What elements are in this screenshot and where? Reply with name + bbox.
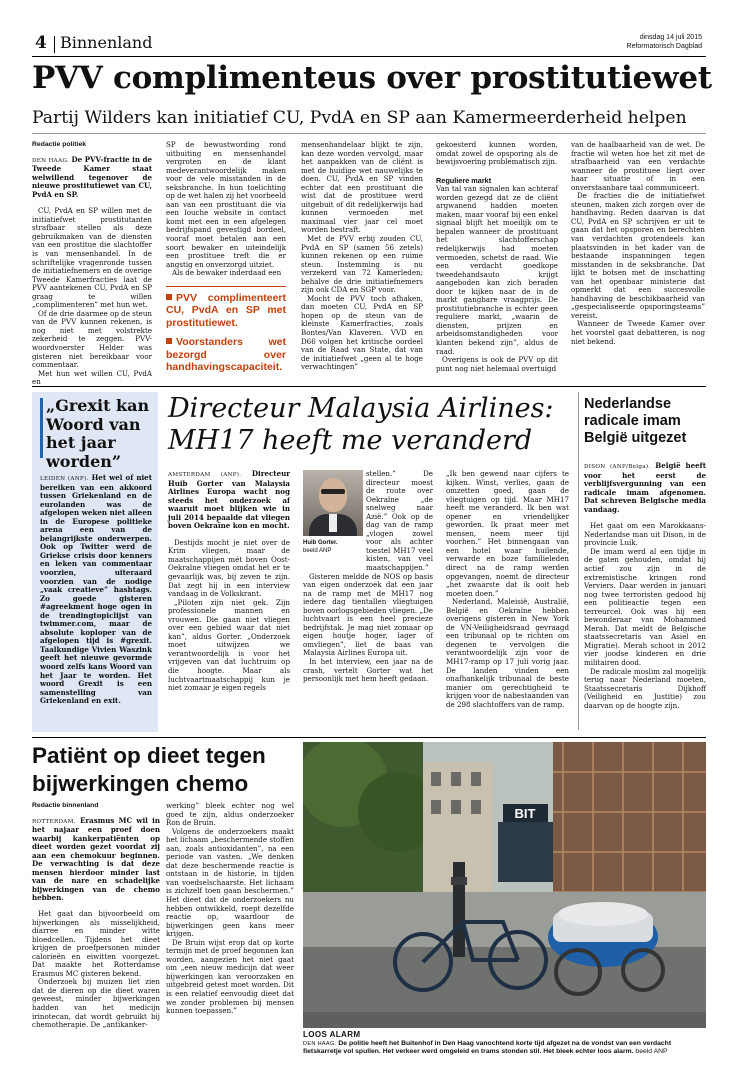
prostitutiewet-col-1 <box>32 141 152 387</box>
byline: Redactie binnenland <box>32 802 99 809</box>
body-paragraph: gekoesterd kunnen worden, omdat zowel de opsporing als de bewijsvoering problematisch zijn. <box>436 140 558 167</box>
malaysia-col-2 <box>303 470 433 684</box>
chemo-headline-2: bijwerkingen chemo <box>32 771 249 796</box>
malaysia-headline-2: MH17 heeft me veranderd <box>168 425 533 456</box>
section-rule-1 <box>32 386 706 387</box>
body-paragraph: De radicale moslim zal mogelijk terug naar Nederland moeten, Staatssecretaris Dijkhoff (Veiligheid en Justitie) zou daarvan op de hoogte zijn. <box>584 666 706 710</box>
street-scene-illustration <box>303 742 706 1028</box>
prostitutiewet-col-4 <box>436 141 558 373</box>
pull-quote-2: Voorstanders wet bezorgd over handhavingscapaciteit. <box>166 336 286 374</box>
body-paragraph: stellen.” De directeur moest de route over Oekraïne „de snelweg naar Azië.” Ook op de dag van de ramp „vlogen zowel voor als achter toestel MH17 veel kisten, van veel maatschappijen.” <box>366 469 433 573</box>
chemo-headline-1: Patiënt op dieet tegen <box>32 743 266 768</box>
subhead-prostitutiewet: Partij Wilders kan initiatief CU, PvdA en SP aan Kamermeerderheid helpen <box>32 108 687 128</box>
prostitutiewet-col-3 <box>301 141 423 372</box>
body-paragraph: „Piloten zijn niet gek. Zijn professionele mannen en vrouwen. Die gaan niet vliegen over een gebied waar dat niet kan”, aldus Gorter. „Onderzoek moet uitwijzen we verantwoordelijk is voor het vrijgeven van dat luchtruim op die hoogte. Maar als luchtvaartmaatschappij kun je niet zomaar je eigen regels <box>168 597 290 693</box>
issue-date: dinsdag 14 juli 2015 <box>639 34 702 41</box>
body-paragraph: Destijds mocht je niet over de Krim vliegen, maar de maatschappijen mét boven Oost-Oekraïne vliegen omdat het er te gevaarlijk was, bij zeven te zijn. Dat zegt hij in een interview vandaag in de Volkskrant. <box>168 537 290 599</box>
headline-prostitutiewet: PVV complimenteus over prostitutiewet <box>32 60 712 96</box>
imam-lead: DISON (ANP/Belga). België heeft voor het eerst de verblijfsvergunning van een radicale imam afgenomen. Dat schreven Belgische media vandaag. <box>584 461 706 514</box>
photo-caption-name: Huib Gorter. <box>303 540 338 546</box>
grexit-headline: „Grexit kan Woord van het jaar worden” <box>46 396 150 471</box>
header-divider <box>54 36 55 53</box>
imam-headline: Nederlandse radicale imam België uitgezet <box>584 396 687 446</box>
malaysia-col-1 <box>168 470 290 693</box>
body-paragraph: Als de bewaker inderdaad een <box>172 268 282 278</box>
newspaper-name: Reformatorisch Dagblad <box>626 43 702 50</box>
chemo-lead: ROTTERDAM. Erasmus MC wil in het najaar een proef doen waarbij kankerpatiënten op dieet worden gezet voordat zij aan een chemokuur beginnen. De verwachting is dat deze mensen hierdoor minder last van de nare en schadelijke bijwerkingen van de chemo hebben. <box>32 815 160 903</box>
photo-caption-credit: beeld ANP <box>303 548 332 554</box>
section-name: Binnenland <box>60 33 153 52</box>
page-number: 4 <box>35 33 47 53</box>
body-paragraph: Het gaat om een Marokkaans-Nederlandse man uit Dison, in de provincie Luik. <box>584 521 706 548</box>
bit-sign-text: BIT <box>514 806 536 821</box>
body-paragraph: Of de drie daarmee op de steun van de PVV kunnen rekenen, is nog niet met volstrekte zekerheid te zeggen. PVV-woordvoerster Helder was gisteren niet bereikbaar voor commentaar. <box>32 308 152 370</box>
malaysia-lead: AMSTERDAM (ANP). Directeur Huib Gorter van Malaysia Airlines Europa wacht nog steeds het onderzoek af waaruit moet blijken wie in juli 2014 bepaalde dat vliegen boven Oekraïne kon en mocht. <box>168 469 290 531</box>
prostitutiewet-col-5 <box>571 141 705 346</box>
grexit-lead: LEIDEN (ANP). Het wel of niet bereiken van een akkoord tussen Griekenland en de eurolanden was de afgelopen weken niet alleen in de Europese politieke arena een van de belangrijkste onderwerpen. Ook op Twitter werd de Griekse crisis door kenners en leken van commentaar voorzien, uiteraard voorzien van de nodige „vaak creatieve” hashtags. Zo goede gisteren #agreekment hoge ogen in de trendingtopiclijst van twimmer.com, maar de absolute koploper van de afgelopen tijd is #grexit. Taalkundige Vivien Waszink geeft het nieuwe gevormde woord zelfs kans Woord van het Jaar te worden. Het woord Grexit is een samenstelling van Griekenland en exit. <box>40 473 152 706</box>
body-paragraph: Wanneer de Tweede Kamer over het voorstel gaat debatteren, is nog niet bekend. <box>571 319 705 346</box>
malaysia-headline-1: Directeur Malaysia Airlines: <box>168 393 554 424</box>
loos-alarm-title: LOOS ALARM <box>303 1030 361 1039</box>
body-paragraph: „Ik ben gewend naar cijfers te kijken. Winst, verlies, gaan de omzetten goed, gaan de vliegtuigen op tijd. Maar MH17 heeft me veranderd. Ik ben wat opener en vriendelijker geworden. Ik praat meer met mensen, neem meer tijd voorhen.” Het binnengaan van een hotel waar huilende, verwarde en boze familieleden direct na de ramp werden opgevangen, noemt de directeur „het zwaarste dat ik ooit heb moeten doen.” <box>446 469 569 598</box>
body-paragraph: mensenhandelaar blijkt te zijn, kan deze worden vervolgd, maar het aanpakken van de cliënt is met de huidige wet nauwelijks te doen. CU, PvdA en SP vinden echter dat een prostituant die wist dat de prostituee werd uitgebuit of dit redelijkerwijs had kunnen vermoeden met maximaal vier jaar cel moet worden bestraft. <box>301 140 423 235</box>
body-paragraph: CU, PvdA en SP willen met de initiatiefwet prostitutanten strafbaar stellen als deze gebruikmaken van de diensten van een prostitue die slachtoffer is van mensenhandel. In de schriftelijke vragenronde tussen de initiatiefnemers en de overige Tweede Kamerfracties laat de PVV aantekenen CU, PvdA en SP graag te willen „complimenteren” met hun wet. <box>32 206 152 310</box>
lead-paragraph: DEN HAAG. De PVV-fractie in de Tweede Kamer staat welwillend tegenover de nieuwe prostitutiewet van CU, PvdA en SP. <box>32 154 152 199</box>
body-paragraph: Mocht de PVV toch afhaken, dan moeten CU, PvdA en SP hopen op de steun van de kleinste Kamerfracties, zoals Bontes/Van Klaveren. VVD en D66 volgen het kritische oordeel van de Raad van State, dat van de initiatiefwet „geen al te hoge verwachtingen” <box>301 293 423 372</box>
malaysia-col-3 <box>446 470 569 709</box>
body-paragraph: Van tal van signalen kan achteraf worden gezegd dat ze de cliënt argwanend hadden moeten maken, maar vooraf bij een enkel signaal blijft het moeilijk om te bepalen wanneer de prostituant het slachtofferschap redelijkerwijs had moeten vermoeden, schetst de raad. Wie een verdacht goedkope tweedehandsauto krijgt aangeboden kan zich beraden door te kijken naar de in de markt gangbare vraagprijs. De prostitutiebranche is echter geen reguliere markt, „waarin de diensten, prijzen en arbeidsomstandigheden voor klanten bekend zijn”, aldus de raad. <box>436 184 558 356</box>
loos-alarm-photo <box>303 742 706 1028</box>
loos-alarm-caption: DEN HAAG. De politie heeft het Buitenhof in Den Haag vanochtend korte tijd afgezet na de vondst van een verdacht fietskarretje vol spullen. Het verkeer werd omgeleid en trams stonden stil. Het bleek echter loos alarm. beeld ANP <box>303 1040 672 1056</box>
quote-rule <box>166 286 286 287</box>
body-paragraph: De fracties die de initiatiefwet steunen, maken zich zorgen over de handhaving. Reden daarvan is dat CU, PvdA en SP schrijven er uit te gaan dat het opsporen en berechten van verdachten grotendeels kan plaatsvinden in het kader van de bestaande inspanningen tegen misstanden in de seksbranche. Dat lijkt te botsen met de inschatting van het openbaar ministerie dat opmerkt dat een succesvolle handhaving de beschikbaarheid van „gespecialiseerde opsporingsteams” vereist. <box>571 191 705 320</box>
grexit-body <box>40 474 152 706</box>
body-paragraph: Het gaat dan bijvoorbeeld om bijwerkingen als misselijkheid, diarree en minder witte bloedcellen. Tijdens het dieet krijgen de proefpersonen minder calorieën en eiwitten voorgezet. Dat maakte het Rotterdamse Erasmus MC gisteren bekend. <box>32 909 160 978</box>
chemo-col-1 <box>32 802 160 1030</box>
body-paragraph: Volgens de onderzoekers maakt het lichaam „beschermende stoffen aan, zoals antioxidanten”, na een periode van vasten. „We denken dat deze beschermende reactie is ontstaan in de historie, in tijden van voedselschaarste. Het lichaam is zichzelf toen gaan beschermen.” Het dieet dat de onderzoekers nu hebben ontwikkeld, roept dezelfde reactie op, waardoor de bijwerkingen geen kans meer krijgen. <box>166 826 294 939</box>
chemo-col-2 <box>166 802 294 1016</box>
body-paragraph: De Bruin wijst erop dat op korte termijn met de proef begonnen kan worden, aangezien het niet gaat om „een nieuw medicijn dat weer bijwerkingen kan veroorzaken en uitgebreid getest moet worden. Dit is een relatief eenvoudig dieet dat we zonder problemen bij mensen kunnen toepassen.” <box>166 937 294 1016</box>
body-paragraph: Nederland, Maleisië, Australië, België en Oekraïne hebben overigens gisteren in New York de VN-Veiligheidsraad gevraagd een tribunaal op te richten om degenen te vervolgen die verantwoordelijk zijn voor de MH17-ramp op 17 juli vorig jaar. De landen vinden een onafhankelijk tribunaal de beste manier om gerechtigheid te krijgen voor de nabestaanden van de 298 slachtoffers van de ramp. <box>446 597 569 709</box>
body-paragraph: De imam werd al een tijdje in de gaten gehouden, omdat hij actief zou zijn in de extremistische kringen rond Verviers. Daar werden in januari nog twee terroristen gedood bij een politieactie tegen een terreurcel. Ook was hij een bewonderaar van Mohammed Merah. Dat meldt de Belgische staatssecretaris van Asiel en Migratie). Merah schoot in 2012 vier joodse kinderen en drie militairen dood. <box>584 546 706 668</box>
prostitutiewet-col-2 <box>166 141 286 374</box>
body-paragraph: werking” bleek echter nog wel goed te zijn, aldus onderzoeker Ron de Bruin. <box>166 801 294 828</box>
pull-quote-1: PVV complimenteert CU, PvdA en SP met prostitutiewet. <box>166 291 286 329</box>
body-paragraph: van de haalbaarheid van de wet. De fractie wil weten hoe het zit met de strafbaarheid van een verdachte wanneer de prostituee liegt over haar situatie of in een onverstaanbare taal communiceert. <box>571 140 705 192</box>
byline: Redactie politiek <box>32 141 87 148</box>
body-paragraph: Overigens is ook de PVV op dit punt nog niet helemaal overtuigd <box>436 355 558 373</box>
imam-body <box>584 462 706 710</box>
body-paragraph: Gisteren meldde de NOS op basis van eigen onderzoek dat een jaar na de ramp met de MH17 nog iedere dag tientallen vliegtuigen boven oorlogsgebieden vliegen. „De luchtvaart is een heel precieze bedrijfstak. Je mag niet zomaar op eigen houtje hoger, lager of omvliegen”, liet de baas van Malaysia Airlines Europa uit. <box>303 571 433 658</box>
body-paragraph: Met de PVV erbij zouden CU, PvdA en SP (samen 56 zetels) kunnen rekenen op een ruime steun. Instemming is nu verzekerd van 72 Kamerleden; behalve de drie initiatiefnemers zijn ook CDA en SGP voor. <box>301 234 423 295</box>
imam-divider <box>578 392 579 730</box>
body-paragraph: SP de bewustwording rond uitbuiting en mensenhandel vergroten en de klant medeverantwoordelijk maken voor de vele misstanden in de seksbranche. In hun toelichting op de wet halen zij het voorbeeld aan van een prostituant die via een louche website in contact komt met een in een afgelegen bedrijfspand gevestigd bordeel, vooraf moet betalen aan een soort bewaker en uiteindelijk een prostituee treft die er angstig en onverzorgd uitziet. <box>166 140 286 269</box>
subhead-rule <box>32 133 706 134</box>
body-paragraph: In het interview, een jaar na de crash, vertelt Gorter wat het persoonlijk met hem heeft gedaan. <box>303 657 433 684</box>
header-rule <box>32 56 706 57</box>
section-rule-2 <box>32 737 706 738</box>
body-paragraph: Onderzoek bij muizen liet zien dat de dieren op die dieet waren geweest, minder bijwerkingen hadden van het medicijn irinotecan, dat wordt gebruikt bij chemotherapie. De „antikanker- <box>32 977 160 1030</box>
intertitle: Reguliere markt <box>436 175 492 185</box>
grexit-box-edge <box>40 398 43 458</box>
body-paragraph: Met hun wet willen CU, PvdA en <box>32 368 152 387</box>
